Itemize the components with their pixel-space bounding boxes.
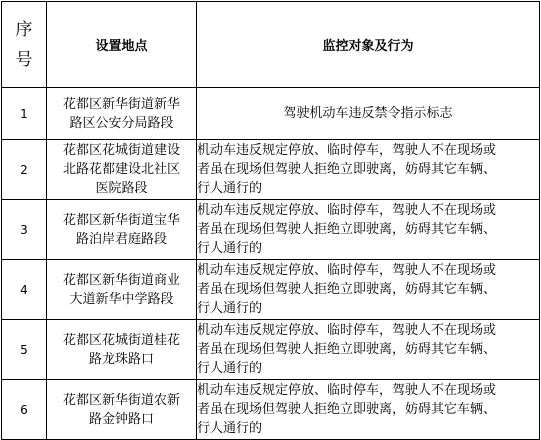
row-location [47,140,197,200]
row-behavior-line: 行人通行的 [197,241,263,256]
row-location-line: 花都区新华街道新华 [62,96,180,112]
table-header-row [2,2,540,88]
table-row [2,260,540,320]
row-monitored-behavior [197,140,540,200]
row-location-line: 花都区新华街道农新 [62,392,180,408]
row-behavior-line: 机动车违反规定停放、临时停车，驾驶人不在现场或 [197,203,497,218]
row-monitored-behavior [197,380,540,440]
row-monitored-behavior [197,200,540,260]
row-location [47,320,197,380]
row-location-line: 花都区花城街道桂花 [62,332,180,348]
table-row [2,88,540,140]
row-behavior-line: 者虽在现场但驾驶人拒绝立即驶离，妨碍其它车辆、 [197,222,497,237]
row-location-line: 花都区花城街道建设 [62,143,180,158]
row-location-line: 路泊岸君庭路段 [75,231,167,247]
row-monitored-behavior [197,320,540,380]
row-number: 4 [2,260,47,320]
monitoring-locations-table [1,1,540,440]
header-monitored-behavior: 监控对象及行为 [197,2,540,88]
row-location-line: 北路花都建设北社区 [62,162,180,177]
row-behavior-line: 行人通行的 [197,361,263,376]
table-row [2,380,540,440]
header-serial-number [2,2,47,88]
row-behavior-line: 行人通行的 [197,421,263,436]
row-behavior-line: 者虽在现场但驾驶人拒绝立即驶离，妨碍其它车辆、 [197,282,497,297]
row-monitored-behavior [197,88,540,140]
row-behavior-line: 者虽在现场但驾驶人拒绝立即驶离，妨碍其它车辆、 [197,162,497,177]
row-behavior-line: 行人通行的 [197,181,263,196]
row-number: 6 [2,380,47,440]
row-number: 1 [2,88,47,140]
row-location-line: 大道新华中学路段 [69,291,174,307]
row-location-line: 路金钟路口 [88,411,154,427]
header-serial-number-line: 序 [15,19,33,40]
row-location [47,260,197,320]
row-location-line: 路龙珠路口 [88,351,154,367]
row-behavior-line: 机动车违反规定停放、临时停车，驾驶人不在现场或 [197,383,497,398]
row-location-line: 花都区新华街道宝华 [62,212,180,228]
row-number: 2 [2,140,47,200]
header-location: 设置地点 [47,2,197,88]
table-row [2,140,540,200]
row-location [47,88,197,140]
row-behavior-line: 机动车违反规定停放、临时停车，驾驶人不在现场或 [197,323,497,338]
row-location [47,380,197,440]
header-serial-number-line: 号 [15,49,33,70]
row-location-line: 花都区新华街道商业 [62,272,180,288]
table-row [2,200,540,260]
row-behavior-line: 机动车违反规定停放、临时停车，驾驶人不在现场或 [197,263,497,278]
row-location-line: 路区公安分局路段 [69,115,174,131]
row-location-line: 医院路段 [95,181,148,196]
table-row [2,320,540,380]
row-number: 3 [2,200,47,260]
row-monitored-behavior [197,260,540,320]
row-behavior-line: 行人通行的 [197,301,263,316]
row-behavior-line: 者虽在现场但驾驶人拒绝立即驶离，妨碍其它车辆、 [197,342,497,357]
row-behavior-line: 者虽在现场但驾驶人拒绝立即驶离，妨碍其它车辆、 [197,402,497,417]
row-behavior-line: 机动车违反规定停放、临时停车，驾驶人不在现场或 [197,143,497,158]
row-behavior-line: 驾驶机动车违反禁令指示标志 [283,106,453,121]
row-number: 5 [2,320,47,380]
row-location [47,200,197,260]
